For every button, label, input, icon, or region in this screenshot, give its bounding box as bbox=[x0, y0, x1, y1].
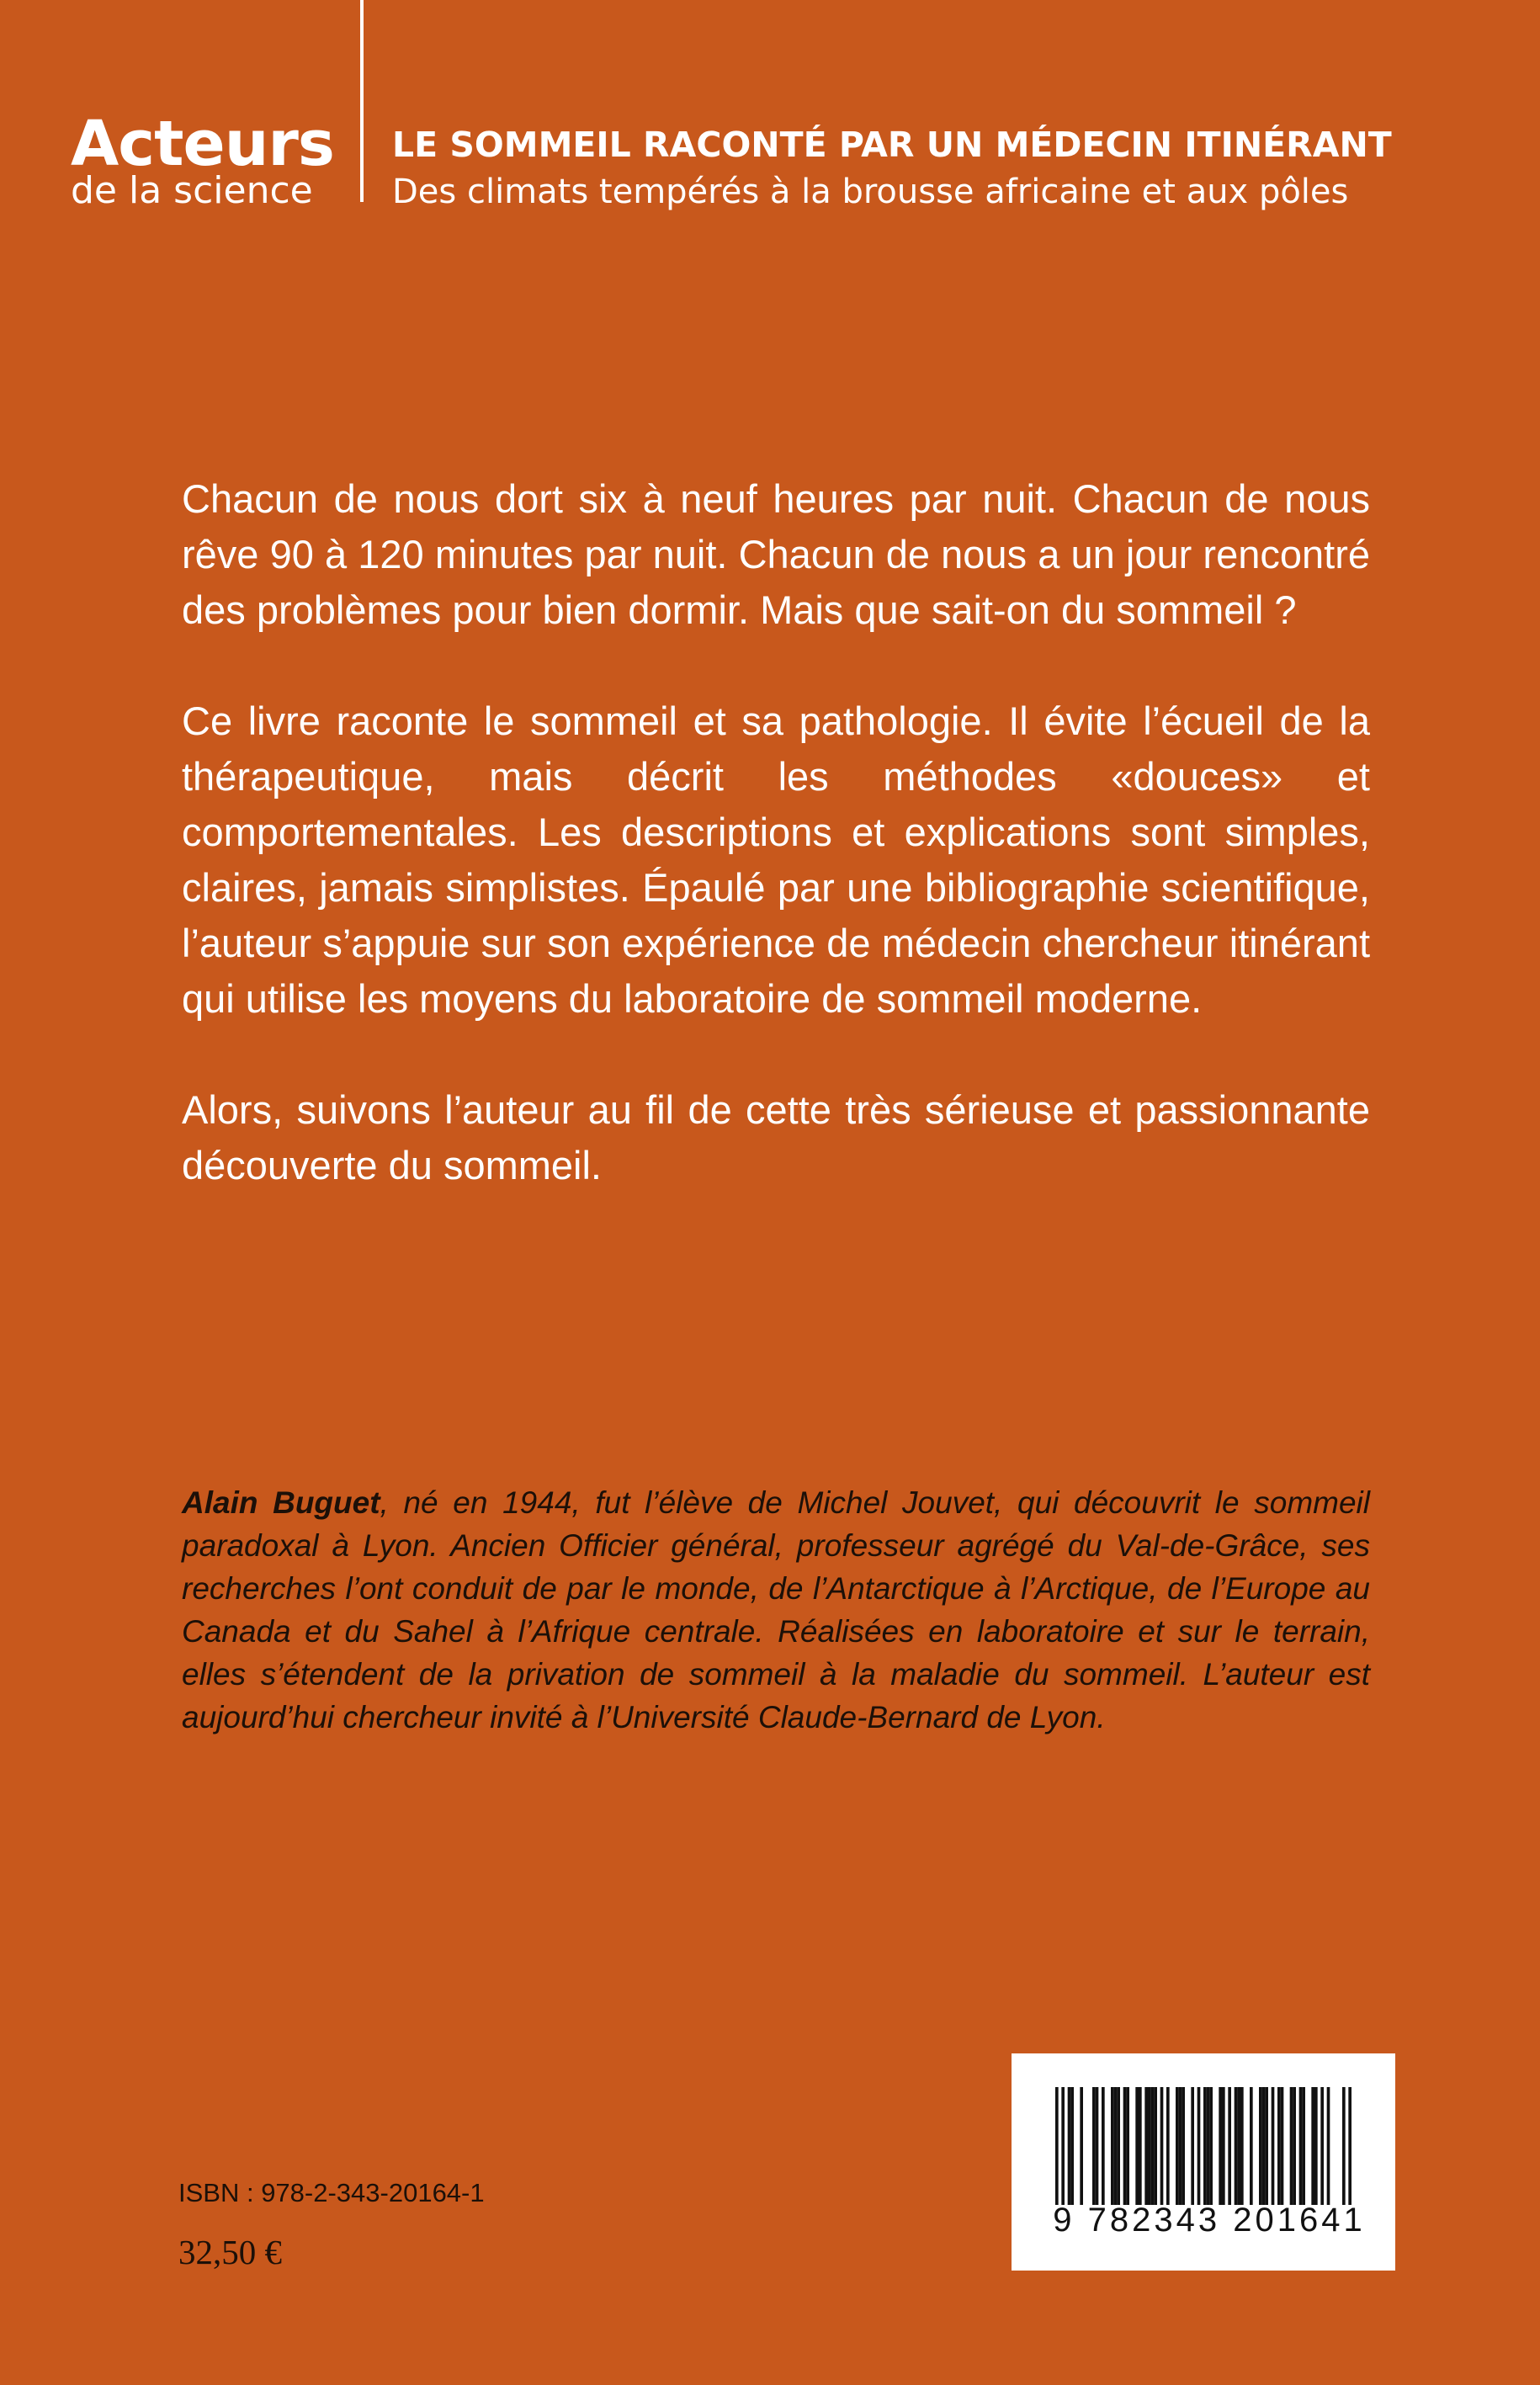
barcode-bar bbox=[1068, 2087, 1071, 2205]
barcode-bar bbox=[1055, 2087, 1059, 2205]
barcode-bar bbox=[1265, 2087, 1268, 2205]
isbn: ISBN : 978-2-343-20164-1 bbox=[178, 2178, 485, 2207]
barcode-bars bbox=[1055, 2087, 1351, 2205]
barcode-bar bbox=[1135, 2087, 1139, 2205]
barcode-bar bbox=[1151, 2087, 1155, 2205]
barcode-bar bbox=[1114, 2087, 1118, 2205]
barcode-bar bbox=[1327, 2087, 1330, 2205]
barcode-bar bbox=[1061, 2087, 1065, 2205]
barcode-bar bbox=[1191, 2087, 1194, 2205]
series-name: Acteurs bbox=[71, 108, 334, 180]
barcode-bar bbox=[1281, 2087, 1284, 2205]
barcode-bar bbox=[1176, 2087, 1179, 2205]
barcode-bar bbox=[1311, 2087, 1314, 2205]
barcode-bar bbox=[1222, 2087, 1225, 2205]
blurb-paragraph-3: Alors, suivons l’auteur au fil de cette très sérieuse et passionnante découverte du sommeil. bbox=[182, 1087, 1370, 1187]
barcode-bar bbox=[1096, 2087, 1099, 2205]
barcode-bar bbox=[1293, 2087, 1296, 2205]
barcode bbox=[1012, 2053, 1395, 2271]
barcode-bar bbox=[1182, 2087, 1185, 2205]
barcode-bar bbox=[1207, 2087, 1210, 2205]
author-bio-text: , né en 1944, fut l’élève de Michel Jouvet, qui découvrit le sommeil paradoxal à Lyon. Ancien Officier général, professeur agrégé du Val-de-Grâce, ses recherches l’ont conduit de par le monde, de l’Antarctique à l’Arctique, de l’Europe au Canada et du Sahel à l’Afrique centrale. Réalisées en laboratoire et sur le terrain, elles s’étendent de la privation de sommeil à la maladie du sommeil. L’auteur est aujourd’hui chercheur invité à l’Université Claude-Bernard de Lyon. bbox=[182, 1485, 1370, 1734]
barcode-bar bbox=[1320, 2087, 1324, 2205]
barcode-bar bbox=[1126, 2087, 1129, 2205]
barcode-bar bbox=[1290, 2087, 1293, 2205]
book-title: LE SOMMEIL RACONTÉ PAR UN MÉDECIN ITINÉRANT bbox=[392, 125, 1392, 165]
barcode-bar bbox=[1154, 2087, 1157, 2205]
barcode-bar bbox=[1117, 2087, 1120, 2205]
series-subname: de la science bbox=[71, 169, 313, 212]
barcode-bar bbox=[1299, 2087, 1303, 2205]
barcode-bar bbox=[1259, 2087, 1262, 2205]
book-subtitle: Des climats tempérés à la brousse africaine et aux pôles bbox=[392, 173, 1349, 211]
barcode-bar bbox=[1070, 2087, 1074, 2205]
barcode-bar bbox=[1144, 2087, 1148, 2205]
barcode-bar bbox=[1092, 2087, 1096, 2205]
barcode-bar bbox=[1219, 2087, 1222, 2205]
barcode-bar bbox=[1277, 2087, 1281, 2205]
series-logo bbox=[71, 108, 340, 212]
header-divider bbox=[360, 0, 364, 202]
barcode-bar bbox=[1262, 2087, 1266, 2205]
author-name: Alain Buguet bbox=[182, 1485, 380, 1520]
barcode-bar bbox=[1111, 2087, 1114, 2205]
barcode-bar bbox=[1139, 2087, 1142, 2205]
barcode-bar bbox=[1197, 2087, 1201, 2205]
price: 32,50 € bbox=[178, 2233, 282, 2271]
barcode-bar bbox=[1102, 2087, 1105, 2205]
barcode-bar bbox=[1203, 2087, 1207, 2205]
barcode-bar bbox=[1240, 2087, 1244, 2205]
barcode-bar bbox=[1235, 2087, 1238, 2205]
barcode-bar bbox=[1250, 2087, 1253, 2205]
barcode-bar bbox=[1123, 2087, 1127, 2205]
author-bio bbox=[182, 1481, 1370, 1739]
blurb-paragraph-2: Ce livre raconte le sommeil et sa pathologie. Il évite l’écueil de la thérapeutique, mais décrit les méthodes «douces» et comportementales. Les descriptions et explications sont simples, claires, jamais simplistes. Épaulé par une bibliographie scientifique, l’auteur s’appuie sur son expérience de médecin chercheur itinérant qui utilise les moyens du laboratoire de sommeil moderne. bbox=[182, 699, 1370, 1021]
title-block bbox=[392, 123, 1511, 215]
blurb-paragraph-1: Chacun de nous dort six à neuf heures par nuit. Chacun de nous rêve 90 à 120 minutes par nuit. Chacun de nous a un jour rencontré des problèmes pour bien dormir. Mais que sait-on du sommeil ? bbox=[182, 476, 1370, 632]
barcode-bar bbox=[1209, 2087, 1213, 2205]
barcode-bar bbox=[1228, 2087, 1231, 2205]
barcode-bar bbox=[1342, 2087, 1346, 2205]
barcode-bar bbox=[1166, 2087, 1170, 2205]
barcode-bar bbox=[1179, 2087, 1182, 2205]
blurb bbox=[182, 471, 1370, 1249]
barcode-bar bbox=[1160, 2087, 1164, 2205]
barcode-bar bbox=[1080, 2087, 1083, 2205]
barcode-bar bbox=[1314, 2087, 1318, 2205]
barcode-bar bbox=[1237, 2087, 1240, 2205]
barcode-bar bbox=[1348, 2087, 1351, 2205]
barcode-bar bbox=[1148, 2087, 1151, 2205]
barcode-bar bbox=[1272, 2087, 1275, 2205]
barcode-digits: 9 782343 201641 bbox=[1053, 2202, 1366, 2239]
barcode-bar bbox=[1302, 2087, 1305, 2205]
